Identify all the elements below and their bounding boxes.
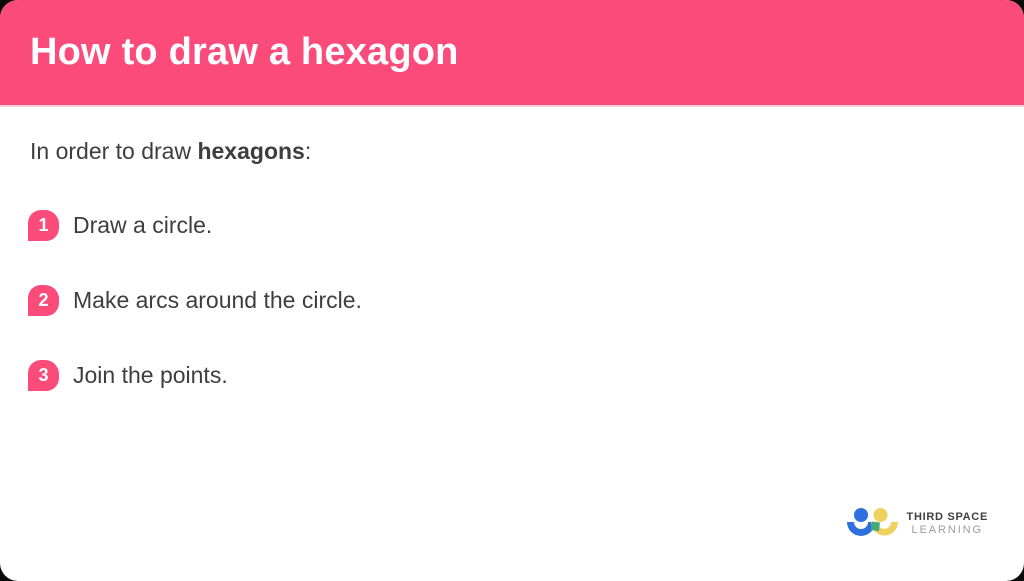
brand-logo-text (907, 511, 988, 536)
slide-header (0, 0, 1024, 105)
intro-suffix: : (304, 138, 312, 164)
brand-name-line2: LEARNING (911, 524, 983, 536)
brand-logo (847, 508, 988, 539)
step-text: Make arcs around the circle. (73, 287, 362, 313)
step-text: Join the points. (73, 362, 228, 388)
step-number-badge: 2 (28, 285, 59, 316)
step-row-1 (28, 210, 362, 241)
intro-text (30, 138, 311, 165)
step-number-badge: 3 (28, 360, 59, 391)
intro-prefix: In order to draw (30, 138, 198, 164)
step-text: Draw a circle. (73, 212, 213, 238)
intro-keyword: hexagons (197, 138, 305, 164)
step-number-badge: 1 (28, 210, 59, 241)
page-title: How to draw a hexagon (30, 31, 459, 73)
step-row-2 (28, 285, 362, 316)
two-people-logo-icon (847, 508, 899, 539)
steps-list (28, 210, 362, 435)
brand-name-line1: THIRD SPACE (906, 511, 988, 523)
step-row-3 (28, 360, 362, 391)
